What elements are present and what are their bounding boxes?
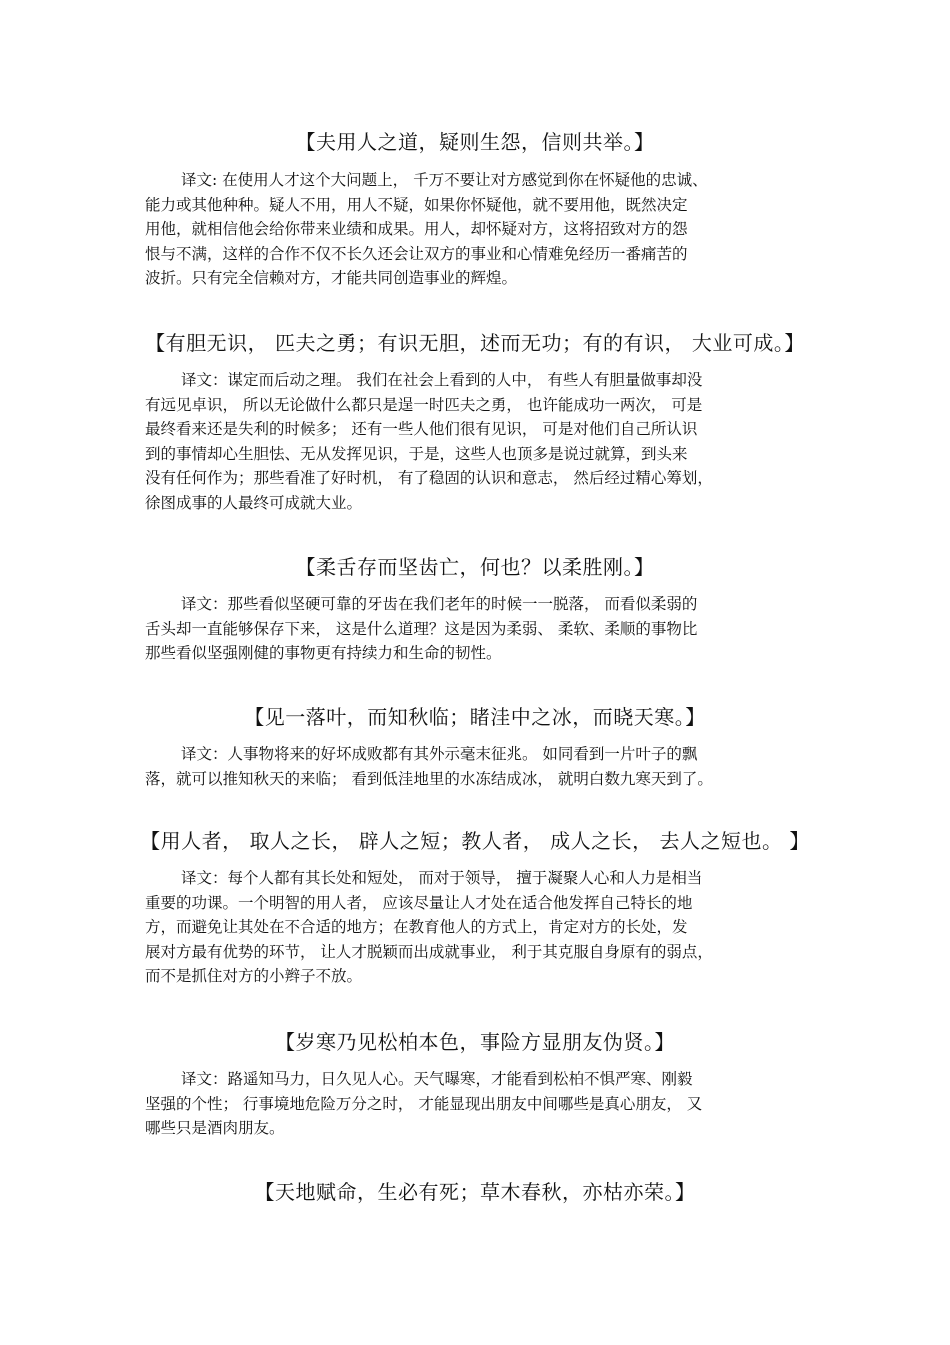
section-translation (145, 742, 810, 791)
text-line: 译文：那些看似坚硬可靠的牙齿在我们老年的时候一一脱落， 而看似柔弱的 (181, 595, 698, 613)
text-line: 重要的功课。一个明智的用人者， 应该尽量让人才处在适合他发挥自己特长的地 (145, 893, 693, 912)
text-line: 有远见卓识， 所以无论做什么都只是逞一时匹夫之勇， 也许能成功一两次， 可是 (145, 395, 703, 414)
text-line: 译文: 在使用人才这个大问题上， 千万不要让对方感觉到你在怀疑他的忠诚、 (181, 171, 708, 189)
text-line: 译文：路遥知马力，日久见人心。天气曝寒，才能看到松柏不惧严寒、刚毅 (181, 1070, 693, 1088)
text-line: 译文：谋定而后动之理。 我们在社会上看到的人中， 有些人有胆量做事却没 (181, 371, 703, 389)
text-line: 没有任何作为；那些看准了好时机， 有了稳固的认识和意志， 然后经过精心筹划， (145, 469, 713, 487)
section-heading: 【见一落叶，而知秋临；睹洼中之冰，而晓天寒。】 (244, 705, 706, 729)
text-line: 落，就可以推知秋天的来临； 看到低洼地里的水冻结成冰， 就明白数九寒天到了。 (145, 769, 713, 788)
text-line: 到的事情却心生胆怯、无从发挥见识，于是，这些人也顶多是说过就算，到头来 (145, 444, 688, 463)
text-line: 译文：每个人都有其长处和短处， 而对于领导， 擅于凝聚人心和人力是相当 (181, 869, 703, 887)
text-line: 而不是抓住对方的小辫子不放。 (145, 967, 363, 985)
text-line: 用他，就相信他会给你带来业绩和成果。用人，却怀疑对方，这将招致对方的怨 (145, 220, 688, 238)
text-line: 能力或其他种种。疑人不用，用人不疑，如果你怀疑他，就不要用他，既然决定 (145, 195, 688, 214)
section-heading: 【用人者， 取人之长， 辟人之短；教人者， 成人之长， 去人之短也。 】 (140, 829, 810, 853)
section-heading: 【夫用人之道，疑则生怨，信则共举。】 (295, 130, 655, 154)
text-line: 波折。只有完全信赖对方，才能共同创造事业的辉煌。 (145, 269, 518, 287)
text-line: 那些看似坚强刚健的事物更有持续力和生命的韧性。 (145, 644, 502, 662)
section-translation (145, 368, 810, 515)
text-line: 恨与不满，这样的合作不仅不长久还会让双方的事业和心情难免经历一番痛苦的 (145, 244, 688, 263)
text-line: 坚强的个性； 行事境地危险万分之时， 才能显现出朋友中间哪些是真心朋友， 又 (145, 1094, 703, 1113)
text-line: 最终看来还是失利的时候多； 还有一些人他们很有见识， 可是对他们自己所认识 (145, 420, 698, 438)
section-translation (145, 866, 810, 989)
text-line: 徐图成事的人最终可成就大业。 (145, 493, 363, 512)
section-heading: 【有胆无识， 匹夫之勇；有识无胆，述而无功；有的有识， 大业可成。】 (145, 331, 805, 355)
text-line: 哪些只是酒肉朋友。 (145, 1119, 285, 1137)
section-translation (145, 1067, 810, 1141)
text-line: 展对方最有优势的环节， 让人才脱颖而出成就事业， 利于其克服自身原有的弱点， (145, 942, 713, 961)
text-line: 方，而避免让其处在不合适的地方；在教育他人的方式上，肯定对方的长处，发 (145, 918, 688, 936)
text-line: 舌头却一直能够保存下来， 这是什么道理？这是因为柔弱、 柔软、柔顺的事物比 (145, 619, 698, 638)
section-translation (145, 592, 810, 666)
section-translation (145, 168, 810, 291)
section-heading: 【天地赋命，生必有死；草木春秋，亦枯亦荣。】 (254, 1180, 696, 1204)
text-line: 译文：人事物将来的好坏成败都有其外示毫末征兆。 如同看到一片叶子的飘 (181, 745, 698, 763)
section-heading: 【岁寒乃见松柏本色，事险方显朋友伪贤。】 (275, 1030, 675, 1054)
section-heading: 【柔舌存而坚齿亡，何也？以柔胜刚。】 (295, 555, 655, 579)
